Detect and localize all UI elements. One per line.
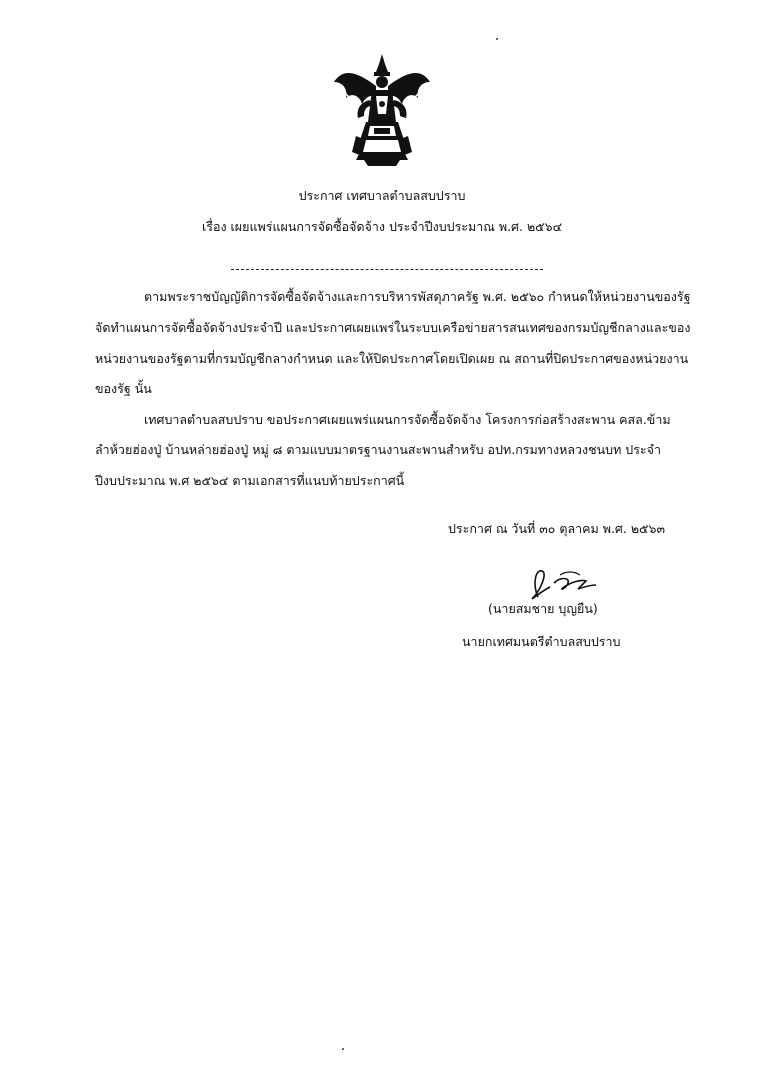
signature-icon xyxy=(520,563,610,603)
scan-speck xyxy=(496,38,498,40)
signer-title: นายกเทศมนตรีตำบลสบปราบ xyxy=(462,634,621,649)
announcement-subject: เรื่อง เผยแพร่แผนการจัดซื้อจัดจ้าง ประจำปีงบประมาณ พ.ศ. ๒๕๖๔ xyxy=(201,219,563,234)
paragraph-line: หน่วยงานของรัฐตามที่กรมบัญชีกลางกำหนด และให้ปิดประกาศโดยเปิดเผย ณ สถานที่ปิดประกาศของหน่วยงาน xyxy=(95,351,689,366)
scan-speck xyxy=(342,1048,344,1050)
paragraph-line: จัดทำแผนการจัดซื้อจัดจ้างประจำปี และประกาศเผยแพร่ในระบบเครือข่ายสารสนเทศของกรมบัญชีกลางและของ xyxy=(95,320,691,335)
paragraph-line: ลำห้วยฮ่องปู่ บ้านหล่ายฮ่องปู่ หมู่ ๘ ตามแบบมาตรฐานงานสะพานสำหรับ อปท.กรมทางหลวงชนบท ประจำ xyxy=(95,442,661,457)
paragraph-line: ปีงบประมาณ พ.ศ ๒๕๖๔ ตามเอกสารที่แนบท้ายประกาศนี้ xyxy=(95,473,405,488)
divider-line xyxy=(231,269,543,270)
garuda-emblem-icon xyxy=(330,52,434,168)
announcement-heading: ประกาศ เทศบาลตำบลสบปราบ xyxy=(298,188,466,203)
paragraph-line: ตามพระราชบัญญัติการจัดซื้อจัดจ้างและการบริหารพัสดุภาครัฐ พ.ศ. ๒๕๖๐ กำหนดให้หน่วยงานของรัฐ xyxy=(144,289,691,304)
paragraph-line: ของรัฐ นั้น xyxy=(95,381,152,396)
signer-name: (นายสมชาย บุญยืน) xyxy=(488,601,598,616)
paragraph-line: เทศบาลตำบลสบปราบ ขอประกาศเผยแพร่แผนการจัดซื้อจัดจ้าง โครงการก่อสร้างสะพาน คสล.ข้าม xyxy=(144,412,671,427)
announcement-date: ประกาศ ณ วันที่ ๓๐ ตุลาคม พ.ศ. ๒๕๖๓ xyxy=(448,521,665,536)
